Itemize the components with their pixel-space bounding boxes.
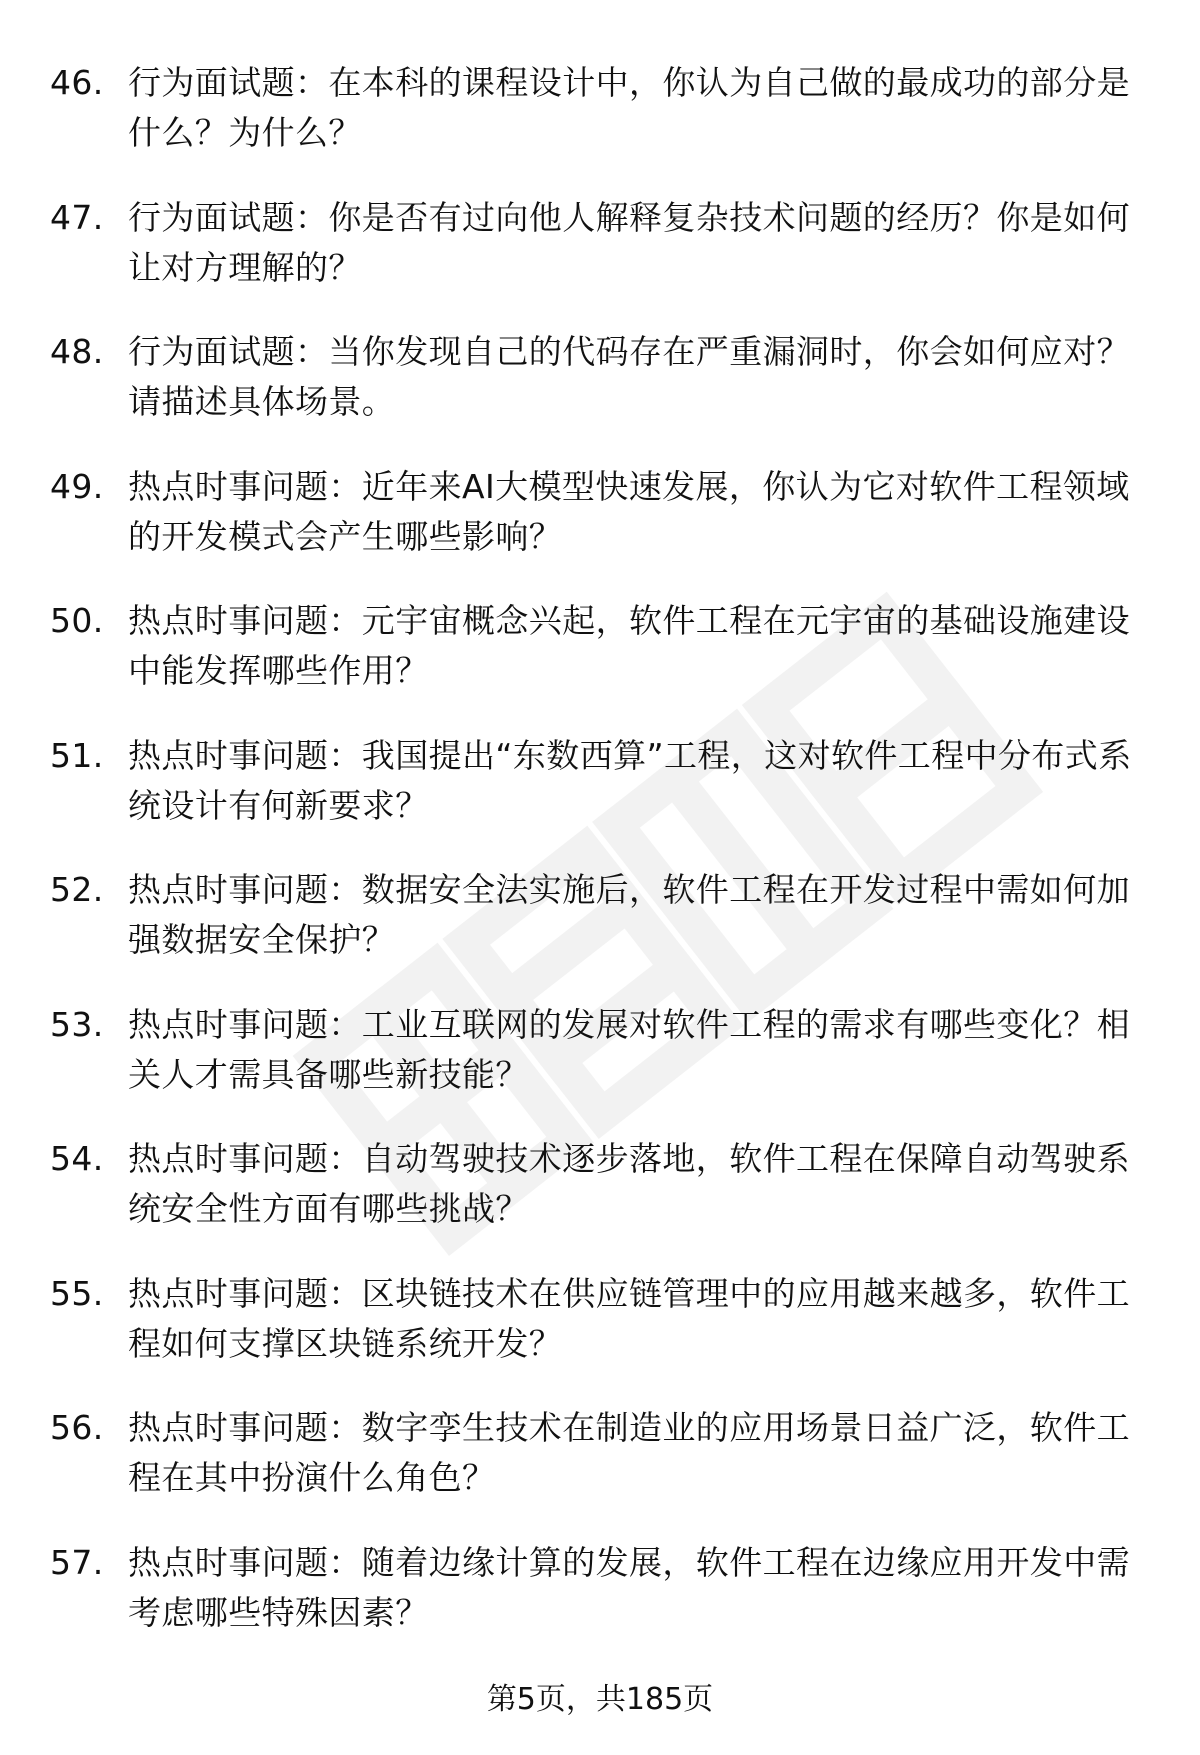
question-text: 热点时事问题：数字孪生技术在制造业的应用场景日益广泛，软件工程在其中扮演什么角色？: [128, 1408, 1130, 1497]
question-item: [50, 58, 1140, 158]
question-number: 55.: [50, 1273, 104, 1313]
question-number: 48.: [50, 332, 104, 371]
question-list: [50, 58, 1140, 1672]
question-text: 热点时事问题：随着边缘计算的发展，软件工程在边缘应用开发中需考虑哪些特殊因素？: [128, 1542, 1130, 1632]
question-text: 热点时事问题：元宇宙概念兴起，软件工程在元宇宙的基础设施建设中能发挥哪些作用？: [128, 601, 1130, 690]
question-number: 47.: [50, 197, 104, 237]
question-number: 46.: [50, 63, 104, 102]
question-number: 50.: [50, 601, 104, 640]
question-text: 热点时事问题：区块链技术在供应链管理中的应用越来越多，软件工程如何支撑区块链系统开发？: [128, 1273, 1130, 1363]
question-item: [50, 462, 1140, 562]
page-footer: 第5页，共185页: [486, 1682, 714, 1717]
question-number: 52.: [50, 870, 104, 909]
question-item: [50, 193, 1140, 293]
question-item: [50, 865, 1140, 965]
question-item: [50, 1403, 1140, 1503]
question-number: 56.: [50, 1408, 104, 1447]
question-item: [50, 1000, 1140, 1100]
question-text: 热点时事问题：我国提出“东数西算”工程，这对软件工程中分布式系统设计有何新要求？: [128, 735, 1132, 825]
question-number: 54.: [50, 1139, 104, 1178]
question-item: [50, 596, 1140, 696]
question-text: 热点时事问题：数据安全法实施后，软件工程在开发过程中需如何加强数据安全保护？: [128, 870, 1130, 959]
question-text: 热点时事问题：近年来AI大模型快速发展，你认为它对软件工程领域的开发模式会产生哪些影响？: [128, 466, 1130, 556]
question-text: 行为面试题：当你发现自己的代码存在严重漏洞时，你会如何应对？请描述具体场景。: [128, 332, 1130, 421]
question-number: 49.: [50, 466, 104, 506]
question-number: 53.: [50, 1004, 104, 1044]
question-text: 热点时事问题：工业互联网的发展对软件工程的需求有哪些变化？相关人才需具备哪些新技能？: [128, 1004, 1130, 1094]
question-item: [50, 731, 1140, 831]
question-number: 51.: [50, 735, 104, 775]
question-item: [50, 1134, 1140, 1234]
question-text: 热点时事问题：自动驾驶技术逐步落地，软件工程在保障自动驾驶系统安全性方面有哪些挑战？: [128, 1139, 1130, 1228]
question-item: [50, 1269, 1140, 1369]
question-number: 57.: [50, 1542, 104, 1582]
question-text: 行为面试题：你是否有过向他人解释复杂技术问题的经历？你是如何让对方理解的？: [128, 197, 1130, 287]
question-item: [50, 327, 1140, 427]
question-text: 行为面试题：在本科的课程设计中，你认为自己做的最成功的部分是什么？为什么？: [128, 63, 1130, 152]
question-item: [50, 1538, 1140, 1638]
